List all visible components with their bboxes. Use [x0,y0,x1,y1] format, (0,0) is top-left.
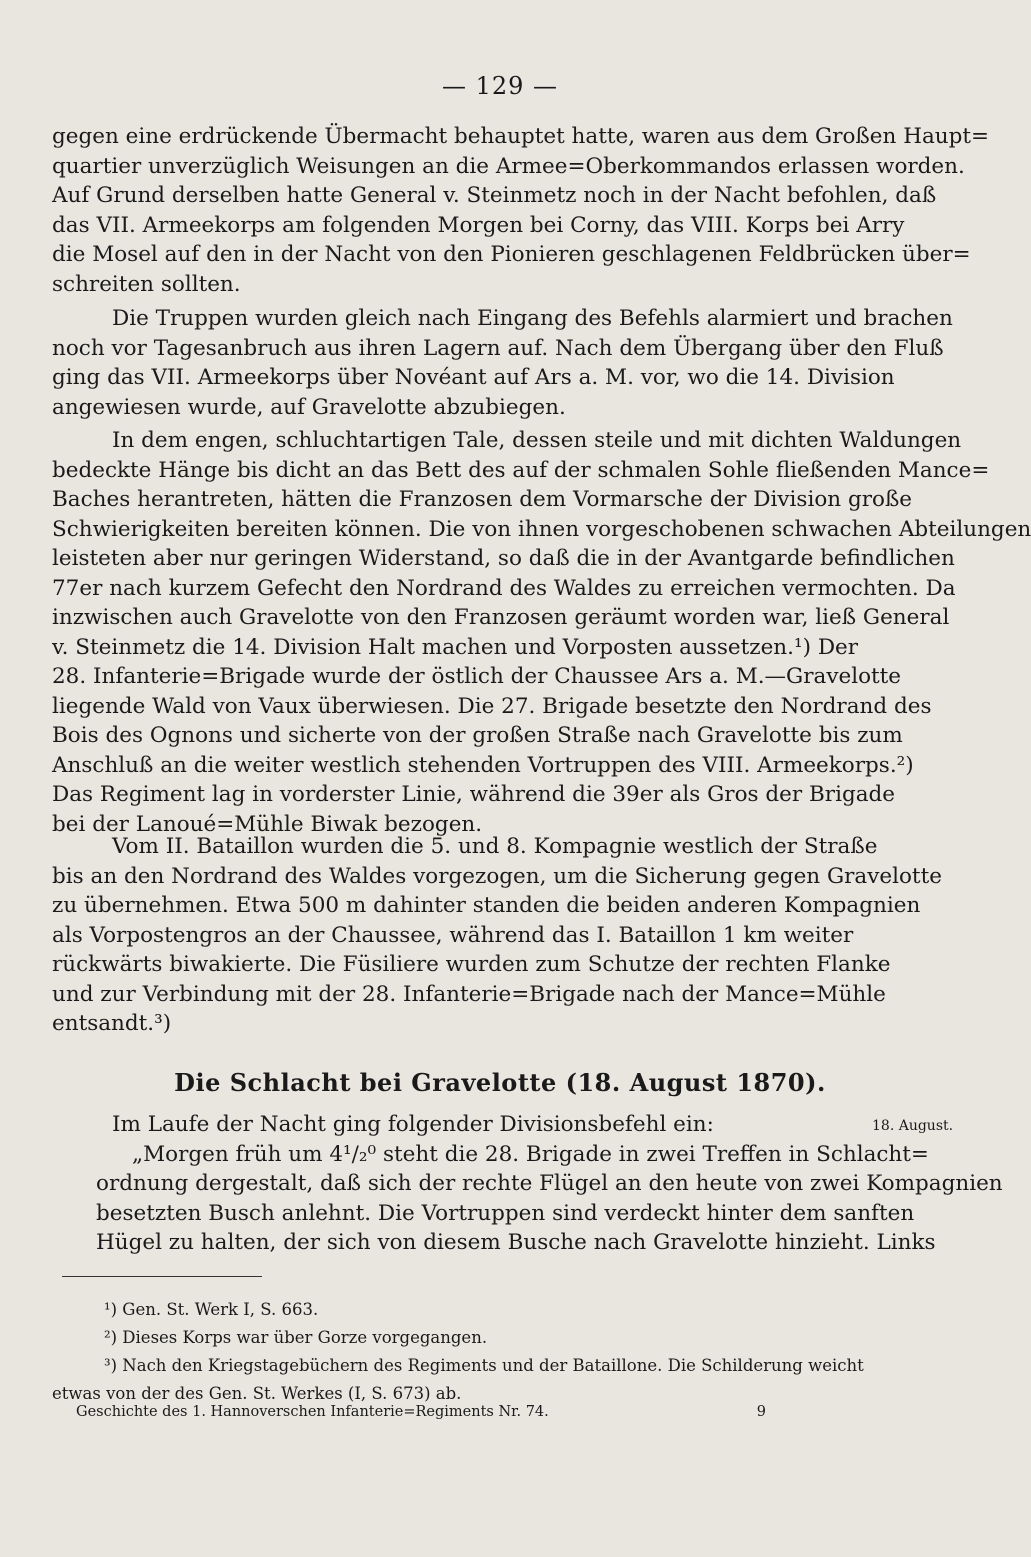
text-line: bei der Lanoué=Mühle Biwak bezogen. [52,811,483,837]
paragraph-3 [52,426,1031,839]
text-line: Im Laufe der Nacht ging folgender Divisionsbefehl ein: [112,1112,714,1137]
paragraph-1 [52,122,990,299]
footnote: ³) Nach den Kriegstagebüchern des Regiments und der Bataillone. Die Schilderung weicht [104,1356,864,1375]
text-line: angewiesen wurde, auf Gravelotte abzubiegen. [52,394,566,420]
text-line: liegende Wald von Vaux überwiesen. Die 27. Brigade besetzte den Nordrand des [52,693,932,719]
text-line: Das Regiment lag in vorderster Linie, während die 39er als Gros der Brigade [52,782,896,807]
section-heading: Die Schlacht bei Gravelotte (18. August 1870). [174,1068,826,1097]
text-line: bedeckte Hänge bis dicht an das Bett des auf der schmalen Sohle fließenden Mance= [52,457,990,483]
text-line: die Mosel auf den in der Nacht von den Pionieren geschlagenen Feldbrücken über= [52,242,971,267]
signature-mark: 9 [756,1404,766,1420]
text-line: entsandt.³) [52,1011,172,1036]
text-line: das VII. Armeekorps am folgenden Morgen bei Corny, das VIII. Korps bei Arry [52,212,905,238]
text-line: ging das VII. Armeekorps über Novéant auf Ars a. M. vor, wo die 14. Division [52,365,895,390]
text-line: In dem engen, schluchtartigen Tale, dessen steile und mit dichten Waldungen [112,428,962,453]
paragraph-2 [52,304,953,422]
text-line: besetzten Busch anlehnt. Die Vortruppen sind verdeckt hinter dem sanften [96,1200,915,1226]
footnote-divider [62,1276,262,1277]
text-line: bis an den Nordrand des Waldes vorgezogen, um die Sicherung gegen Gravelotte [52,863,942,889]
text-line: zu übernehmen. Etwa 500 m dahinter standen die beiden anderen Kompagnien [52,893,921,918]
text-line: Baches herantreten, hätten die Franzosen dem Vormarsche der Division große [52,487,913,512]
text-line: ordnung dergestalt, daß sich der rechte Flügel an den heute von zwei Kompagnien [96,1171,1003,1196]
text-line: als Vorpostengros an der Chaussee, während das I. Bataillon 1 km weiter [52,922,854,948]
text-line: inzwischen auch Gravelotte von den Franzosen geräumt worden war, ließ General [52,605,950,630]
footnote: ¹) Gen. St. Werk I, S. 663. [104,1300,319,1319]
text-line: Auf Grund derselben hatte General v. Steinmetz noch in der Nacht befohlen, daß [52,183,937,208]
text-line: leisteten aber nur geringen Widerstand, so daß die in der Avantgarde befindlichen [52,546,955,571]
bottom-line [76,1404,766,1420]
book-title: Geschichte des 1. Hannoverschen Infanterie=Regiments Nr. 74. [76,1404,549,1420]
footnote: ²) Dieses Korps war über Gorze vorgegangen. [104,1328,488,1347]
text-line: Vom II. Bataillon wurden die 5. und 8. Kompagnie westlich der Straße [112,834,878,859]
footnote: etwas von der des Gen. St. Werkes (I, S. 673) ab. [52,1384,462,1403]
text-line: und zur Verbindung mit der 28. Infanterie=Brigade nach der Mance=Mühle [52,981,886,1007]
text-line: v. Steinmetz die 14. Division Halt machen und Vorposten aussetzen.¹) Der [52,634,859,660]
text-line: schreiten sollten. [52,271,241,297]
text-line: Schwierigkeiten bereiten können. Die von ihnen vorgeschobenen schwachen Abteilungen [52,516,1031,542]
text-line: „Morgen früh um 4¹/₂⁰ steht die 28. Brigade in zwei Treffen in Schlacht= [132,1141,929,1167]
margin-note: 18. August. [872,1118,954,1134]
text-line: 77er nach kurzem Gefecht den Nordrand des Waldes zu erreichen vermochten. Da [52,575,956,601]
text-line: Die Truppen wurden gleich nach Eingang des Befehls alarmiert und brachen [112,306,953,331]
text-line: Anschluß an die weiter westlich stehenden Vortruppen des VIII. Armeekorps.²) [52,752,914,778]
text-line: gegen eine erdrückende Übermacht behauptet hatte, waren aus dem Großen Haupt= [52,124,990,149]
text-line: 28. Infanterie=Brigade wurde der östlich der Chaussee Ars a. M.—Gravelotte [52,664,902,689]
text-line: Hügel zu halten, der sich von diesem Busche nach Gravelotte hinzieht. Links [96,1230,936,1255]
paragraph-4 [52,832,942,1039]
text-line: Bois des Ognons und sicherte von der großen Straße nach Gravelotte bis zum [52,723,903,748]
text-line: rückwärts biwakierte. Die Füsiliere wurden zum Schutze der rechten Flanke [52,952,891,977]
text-line: noch vor Tagesanbruch aus ihren Lagern auf. Nach dem Übergang über den Fluß [52,335,944,361]
page-number: — 129 — [441,72,559,100]
footnotes [52,1296,864,1408]
text-line: quartier unverzüglich Weisungen an die Armee=Oberkommandos erlassen worden. [52,153,965,179]
